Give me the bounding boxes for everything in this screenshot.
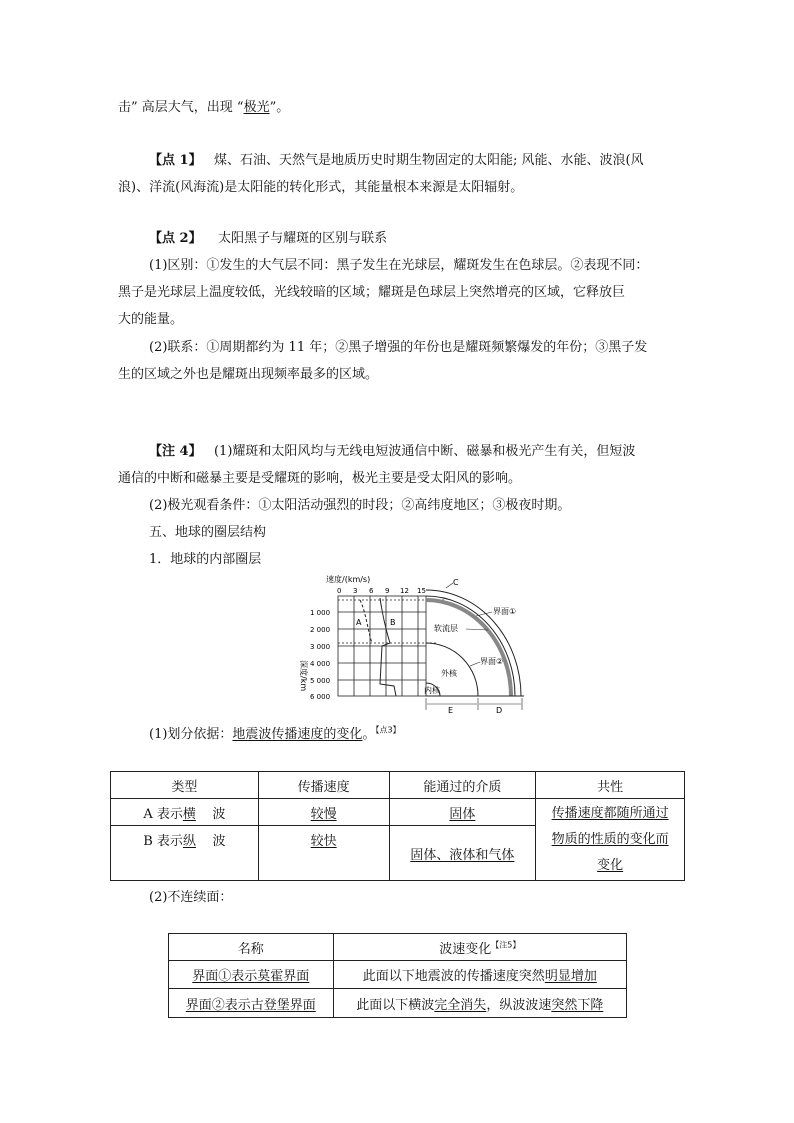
section5-heading: 五、地球的圈层结构	[149, 525, 267, 540]
speed-tick: 3	[353, 587, 358, 595]
intro-line	[118, 96, 289, 115]
asthenosphere-label: 软流层	[434, 624, 458, 633]
note4-text1: (1)耀斑和太阳风均与无线电短波通信中断、磁暴和极光产生有关，但短波	[213, 444, 636, 459]
basis-ref: 【点3】	[375, 725, 401, 735]
row-b-medium: 固体、液体和气体	[389, 826, 536, 881]
header-speed: 传播速度	[258, 772, 389, 799]
basis-text: 地震波传播速度的变化	[232, 727, 363, 742]
point2-diff2: 黑子是光球层上温度较低，光线较暗的区域；耀斑是色球层上突然增亮的区域，它释放巨	[118, 285, 626, 300]
note4-line3: (2)极光观看条件：①太阳活动强烈的时段；②高纬度地区；③极夜时期。	[149, 498, 571, 513]
row-a-medium: 固体	[389, 799, 536, 826]
table-row	[169, 961, 627, 989]
header-change: 波速变化$^{【注5】}$	[333, 934, 626, 961]
section5-subheading: 1．地球的内部圈层	[149, 552, 262, 567]
depth-tick: 5 000	[310, 677, 331, 685]
table-row	[111, 799, 685, 826]
basis-line	[149, 723, 401, 742]
note4-line2: 通信的中断和磁暴主要是受耀斑的影响，极光主要是受太阳风的影响。	[118, 471, 522, 486]
basis-prefix: (1)划分依据：	[149, 727, 233, 742]
speed-tick: 0	[337, 587, 342, 595]
label-c: C	[453, 578, 459, 587]
label-a: A	[356, 618, 362, 627]
point1-line1	[149, 149, 644, 168]
dimension-lines	[426, 698, 522, 710]
common-cell: 传播速度都随所通过 物质的性质的变化而 变化	[536, 799, 685, 881]
point1-text1: 煤、石油、天然气是地质历史时期生物固定的太阳能; 风能、水能、波浪(风	[213, 153, 644, 168]
point2-link2: 生的区域之外也是耀斑出现频率最多的区域。	[118, 367, 379, 382]
table-header-row	[111, 772, 685, 799]
label-b: B	[390, 618, 396, 627]
row2-name: 界面②表示古登堡界面	[169, 989, 334, 1018]
point2-title: 太阳黑子与耀斑的区别与联系	[218, 231, 388, 246]
table-row	[169, 989, 627, 1018]
point2-tag: 【点 2】	[149, 231, 202, 246]
speed-axis-label: 速度/(km/s)	[326, 575, 371, 584]
inner-core-label: 内核	[424, 686, 440, 695]
note4-line1	[149, 440, 635, 459]
interface2-label: 界面②	[480, 657, 504, 666]
interface1-label: 界面①	[493, 607, 517, 616]
header-common: 共性	[536, 772, 685, 799]
seismic-wave-table	[110, 771, 685, 881]
depth-tick: 1 000	[310, 609, 331, 617]
speed-tick: 12	[400, 587, 409, 595]
point1-tag: 【点 1】	[149, 153, 202, 168]
basis-end: 。	[362, 727, 376, 742]
speed-tick: 9	[385, 587, 390, 595]
header-type: 类型	[111, 772, 259, 799]
row-b-speed: 较快	[258, 826, 389, 881]
table-header-row	[169, 934, 627, 961]
row-a-speed: 较慢	[258, 799, 389, 826]
outer-core-label: 外核	[441, 669, 457, 678]
row2-change: 此面以下横波完全消失，纵波波速突然下降	[333, 989, 626, 1018]
row-b-type: B 表示纵 波	[111, 826, 259, 881]
earth-interior-diagram	[296, 572, 536, 717]
intro-after: ”。	[269, 100, 290, 115]
discontinuity-heading: (2)不连续面：	[149, 890, 233, 905]
point2-diff3: 大的能量。	[118, 312, 184, 327]
p-wave-curve	[380, 598, 396, 696]
label-e: E	[448, 706, 454, 715]
point2-diff1: (1)区别：①发生的大气层不同：黑子发生在光球层，耀斑发生在色球层。②表现不同：	[149, 258, 649, 273]
depth-tick: 4 000	[310, 660, 331, 668]
point2-header	[149, 227, 387, 246]
note4-tag: 【注 4】	[149, 444, 202, 459]
aurora-term: 极光	[243, 100, 270, 115]
depth-tick: 3 000	[310, 643, 331, 651]
intro-before: 击” 高层大气，出现 “	[118, 100, 244, 115]
speed-tick: 15	[417, 587, 426, 595]
header-name: 名称	[169, 934, 334, 961]
depth-tick: 2 000	[310, 626, 331, 634]
point1-line2: 浪)、洋流(风海流)是太阳能的转化形式，其能量根本来源是太阳辐射。	[118, 180, 524, 195]
row-a-type: A 表示横 波	[111, 799, 259, 826]
header-medium: 能通过的介质	[389, 772, 536, 799]
crust-outer-arc	[426, 590, 521, 696]
discontinuity-table	[168, 933, 627, 1018]
point2-link1: (2)联系：①周期都约为 11 年；②黑子增强的年份也是耀斑频繁爆发的年份；③黑子发	[149, 340, 648, 355]
label-d: D	[496, 706, 503, 715]
row1-change: 此面以下地震波的传播速度突然明显增加	[333, 961, 626, 989]
depth-axis-label: 深度/km	[299, 660, 308, 692]
depth-tick: 6 000	[310, 693, 331, 701]
speed-tick: 6	[369, 587, 374, 595]
row1-name: 界面①表示莫霍界面	[169, 961, 334, 989]
